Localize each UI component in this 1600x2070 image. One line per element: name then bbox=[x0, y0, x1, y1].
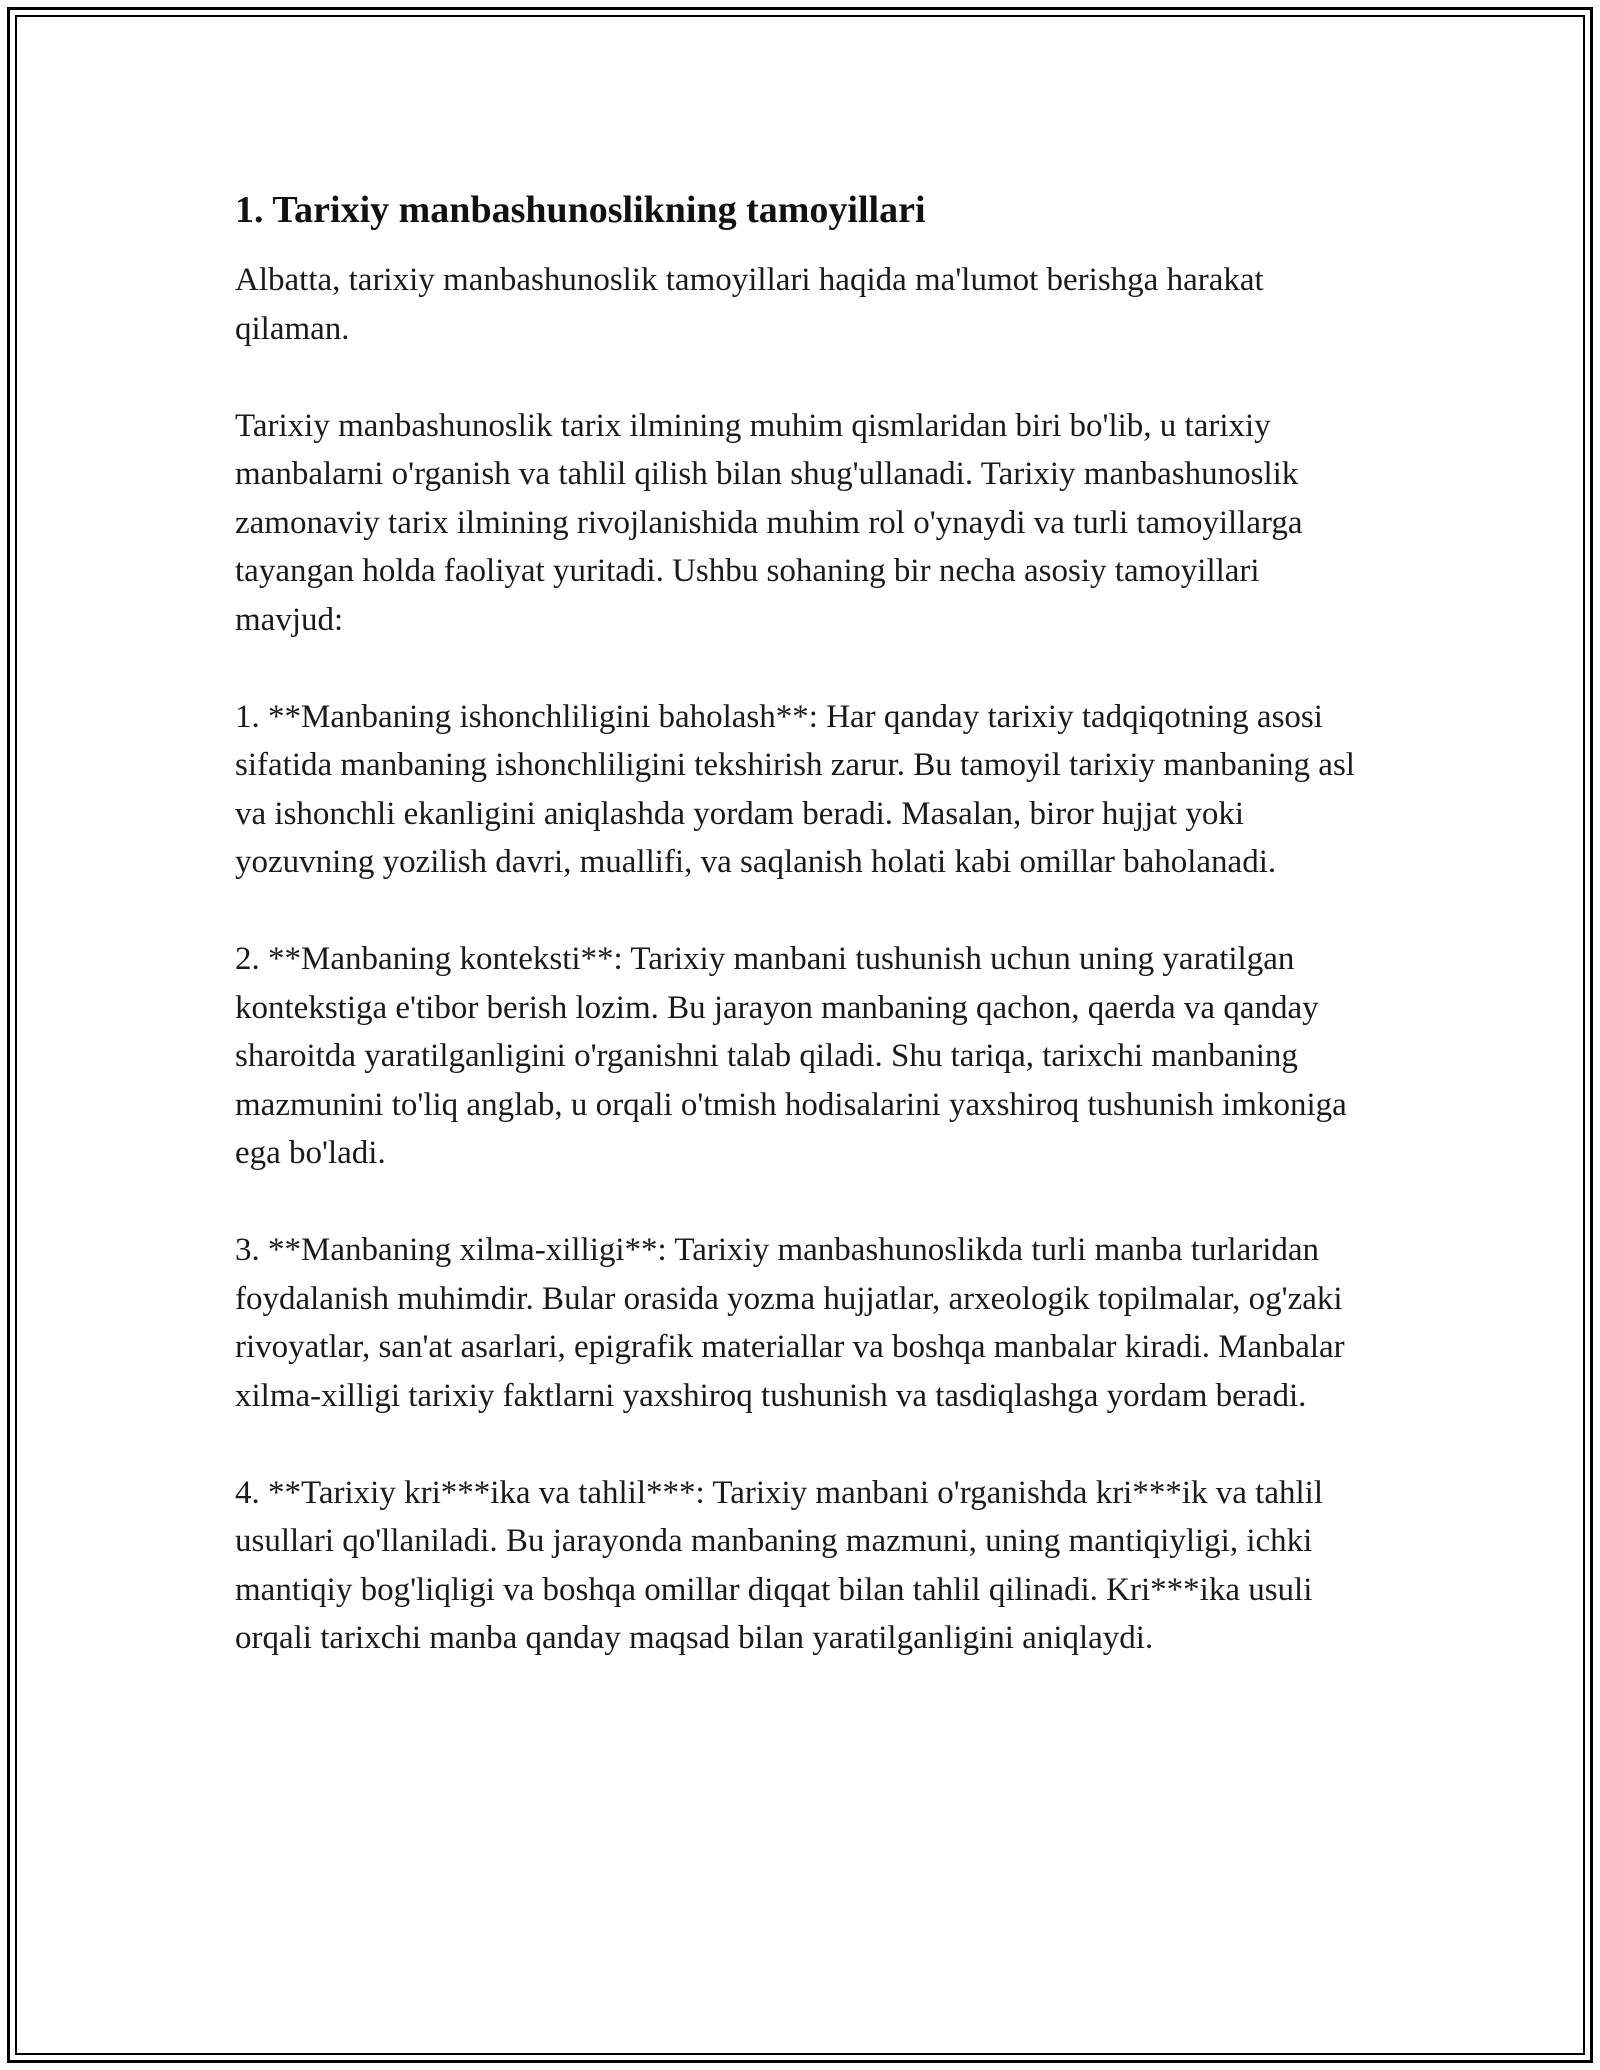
paragraph-intro: Albatta, tarixiy manbashunoslik tamoyillari haqida ma'lumot berishga harakat qilaman. bbox=[235, 262, 1264, 347]
paragraph-principle-1: 1. **Manbaning ishonchliligini baholash**: Har qanday tarixiy tadqiqotning asosi sifatida manbaning ishonchliligini tekshirish zarur. Bu tamoyil tarixiy manbaning asl va ishonchli ekanligini aniqlashda yordam beradi. Masalan, biror hujjat yoki yozuvning yozilish davri, muallifi, va saqlanish holati kabi omillar baholanadi. bbox=[235, 698, 1355, 880]
paragraph-principle-2: 2. **Manbaning konteksti**: Tarixiy manbani tushunish uchun uning yaratilgan kontekstiga e'tibor berish lozim. Bu jarayon manbaning qachon, qaerda va qanday sharoitda yaratilganligini o'rganishni talab qiladi. Shu tariqa, tarixchi manbaning mazmunini to'liq anglab, u orqali o'tmish hodisalarini yaxshiroq tushunish imkoniga ega bo'ladi. bbox=[235, 941, 1347, 1171]
paragraph-principle-4: 4. **Tarixiy kri***ika va tahlil***: Tarixiy manbani o'rganishda kri***ik va tahlil usullari qo'llaniladi. Bu jarayonda manbaning mazmuni, uning mantiqiyligi, ichki mantiqiy bog'liqligi va boshqa omillar diqqat bilan tahlil qilinadi. Kri***ika usuli orqali tarixchi manba qanday maqsad bilan yaratilganligini aniqlaydi. bbox=[235, 1474, 1323, 1656]
document-title: 1. Tarixiy manbashunoslikning tamoyillari bbox=[235, 189, 926, 231]
paragraph-principle-3: 3. **Manbaning xilma-xilligi**: Tarixiy manbashunoslikda turli manba turlaridan foydalanish muhimdir. Bular orasida yozma hujjatlar, arxeologik topilmalar, og'zaki rivoyatlar, san'at asarlari, epigrafik materiallar va boshqa manbalar kiradi. Manbalar xilma-xilligi tarixiy faktlarni yaxshiroq tushunish va tasdiqlashga yordam beradi. bbox=[235, 1232, 1345, 1414]
document-body bbox=[235, 186, 1375, 1663]
paragraph-overview: Tarixiy manbashunoslik tarix ilmining muhim qismlaridan biri bo'lib, u tarixiy manbalarni o'rganish va tahlil qilish bilan shug'ullanadi. Tarixiy manbashunoslik zamonaviy tarix ilmining rivojlanishida muhim rol o'ynaydi va turli tamoyillarga tayangan holda faoliyat yuritadi. Ushbu sohaning bir necha asosiy tamoyillari mavjud: bbox=[235, 407, 1303, 638]
